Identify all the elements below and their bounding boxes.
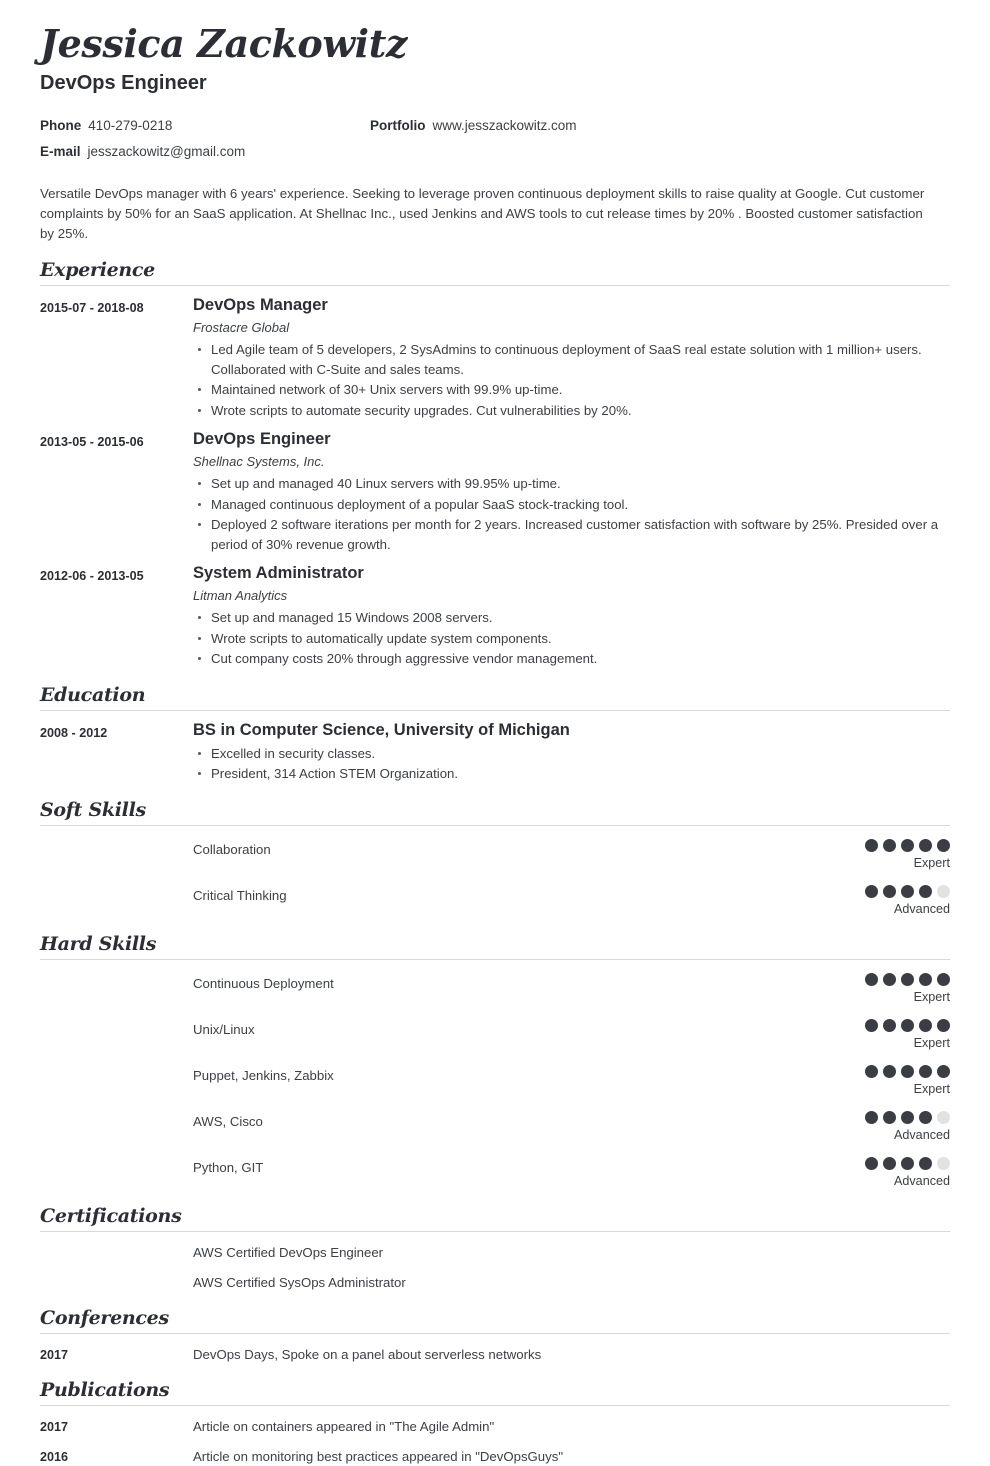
experience-role: System Administrator — [193, 564, 364, 582]
soft-skill-row — [40, 872, 950, 918]
rating-dots — [840, 1111, 950, 1124]
section-experience — [40, 258, 950, 669]
soft-skill-rating — [840, 839, 950, 872]
publication-text: Article on monitoring best practices appeared in "DevOpsGuys" — [193, 1448, 563, 1464]
experience-bullet: Cut company costs 20% through aggressive vendor management. — [193, 649, 950, 669]
rating-dot-filled — [937, 1065, 950, 1078]
education-bullets — [193, 744, 950, 784]
contact-block — [40, 113, 950, 165]
section-title-soft-skills: Soft Skills — [40, 798, 146, 821]
certification-row — [40, 1262, 950, 1292]
rating-dots — [840, 885, 950, 898]
candidate-name: Jessica Zackowitz — [40, 21, 408, 66]
rating-dot-filled — [883, 1111, 896, 1124]
conference-date: 2017 — [40, 1347, 69, 1362]
hard-skill-rating — [840, 1019, 950, 1052]
section-title-experience: Experience — [40, 259, 155, 281]
rating-dot-filled — [901, 885, 914, 898]
rating-dot-filled — [919, 973, 932, 986]
experience-entry — [40, 286, 950, 420]
section-header-conferences — [40, 1306, 950, 1334]
rating-label: Expert — [913, 1081, 950, 1096]
experience-body — [193, 563, 950, 669]
section-soft-skills — [40, 798, 950, 918]
rating-dot-filled — [937, 839, 950, 852]
hard-skill-name: Unix/Linux — [193, 1021, 255, 1037]
experience-bullets — [193, 474, 950, 554]
experience-bullet: Led Agile team of 5 developers, 2 SysAdmins to continuous deployment of SaaS real estate solution with 1 million+ users. Collaborated with C-Suite and sales teams. — [193, 340, 950, 379]
experience-dates: 2013-05 - 2015-06 — [40, 435, 144, 449]
hard-skill-row — [40, 1006, 950, 1052]
rating-dot-filled — [883, 1065, 896, 1078]
rating-dot-empty — [937, 885, 950, 898]
hard-skill-row — [40, 960, 950, 1006]
hard-skill-name: AWS, Cisco — [193, 1113, 263, 1129]
certification-row — [40, 1232, 950, 1262]
conference-row — [40, 1334, 950, 1364]
certification-text: AWS Certified SysOps Administrator — [193, 1274, 406, 1290]
rating-label: Expert — [913, 1035, 950, 1050]
resume-header — [40, 0, 950, 244]
rating-dot-filled — [865, 1157, 878, 1170]
rating-dot-filled — [883, 885, 896, 898]
experience-bullets — [193, 340, 950, 420]
experience-body — [193, 429, 950, 554]
hard-skill-rating — [840, 1065, 950, 1098]
rating-dot-filled — [919, 1157, 932, 1170]
soft-skill-rating — [840, 885, 950, 918]
section-header-publications — [40, 1378, 950, 1406]
hard-skill-row — [40, 1052, 950, 1098]
experience-entry — [40, 554, 950, 669]
hard-skill-rating — [840, 973, 950, 1006]
publication-row — [40, 1436, 950, 1466]
section-header-education — [40, 683, 950, 711]
contact-row-phone-portfolio — [40, 113, 950, 139]
section-conferences — [40, 1306, 950, 1364]
rating-dot-filled — [883, 839, 896, 852]
section-header-certifications — [40, 1204, 950, 1232]
section-title-education: Education — [40, 683, 146, 706]
rating-dots — [840, 1157, 950, 1170]
experience-bullets — [193, 608, 950, 669]
rating-dot-filled — [883, 973, 896, 986]
section-title-publications: Publications — [40, 1378, 170, 1401]
soft-skill-row — [40, 826, 950, 872]
professional-summary: Versatile DevOps manager with 6 years' experience. Seeking to leverage proven continuous deployment skills to raise quality at Google. Cut customer complaints by 50% for an SaaS application. At Shellnac Inc., used Jenkins and AWS tools to cut release times by 20% . Boosted customer satisfaction by 25%. — [40, 186, 925, 241]
section-title-conferences: Conferences — [40, 1306, 169, 1329]
hard-skill-rating — [840, 1157, 950, 1190]
certification-text: AWS Certified DevOps Engineer — [193, 1244, 384, 1260]
experience-company: Shellnac Systems, Inc. — [193, 454, 325, 469]
education-degree: BS in Computer Science, University of Michigan — [193, 720, 570, 739]
hard-skill-name: Python, GIT — [193, 1159, 264, 1175]
portfolio-label: Portfolio — [370, 118, 426, 133]
rating-dot-empty — [937, 1157, 950, 1170]
section-header-soft-skills — [40, 798, 950, 826]
contact-email — [40, 139, 370, 165]
experience-role: DevOps Manager — [193, 296, 328, 314]
candidate-job-title: DevOps Engineer — [40, 72, 207, 94]
education-dates: 2008 - 2012 — [40, 725, 108, 740]
phone-value[interactable]: 410-279-0218 — [88, 118, 173, 133]
hard-skill-row — [40, 1144, 950, 1190]
experience-dates: 2012-06 - 2013-05 — [40, 569, 144, 583]
publication-row — [40, 1406, 950, 1436]
rating-label: Advanced — [893, 901, 950, 916]
email-value[interactable]: jesszackowitz@gmail.com — [87, 144, 246, 159]
experience-bullet: Set up and managed 40 Linux servers with 99.95% up-time. — [193, 474, 950, 494]
experience-bullet: Wrote scripts to automate security upgrades. Cut vulnerabilities by 20%. — [193, 401, 950, 421]
rating-dot-filled — [865, 1111, 878, 1124]
rating-dot-filled — [901, 973, 914, 986]
rating-dot-filled — [919, 885, 932, 898]
hard-skill-name: Puppet, Jenkins, Zabbix — [193, 1067, 334, 1083]
experience-bullet: Managed continuous deployment of a popular SaaS stock-tracking tool. — [193, 495, 950, 515]
experience-bullet: Maintained network of 30+ Unix servers with 99.9% up-time. — [193, 380, 950, 400]
hard-skill-row — [40, 1098, 950, 1144]
publication-date: 2017 — [40, 1419, 69, 1434]
email-label: E-mail — [40, 144, 81, 159]
education-body — [193, 720, 950, 784]
rating-dot-filled — [919, 1111, 932, 1124]
experience-bullet: Wrote scripts to automatically update system components. — [193, 629, 950, 649]
hard-skill-rating — [840, 1111, 950, 1144]
section-certifications — [40, 1204, 950, 1292]
rating-dots — [840, 839, 950, 852]
soft-skill-name: Critical Thinking — [193, 887, 287, 903]
rating-dot-filled — [919, 1065, 932, 1078]
rating-dots — [840, 1065, 950, 1078]
contact-phone — [40, 113, 370, 139]
rating-dot-filled — [919, 839, 932, 852]
experience-body — [193, 295, 950, 420]
publication-text: Article on containers appeared in "The Agile Admin" — [193, 1418, 495, 1434]
rating-dot-filled — [919, 1019, 932, 1032]
rating-dot-filled — [865, 839, 878, 852]
rating-dots — [840, 1019, 950, 1032]
contact-row-email — [40, 139, 950, 165]
contact-portfolio — [370, 113, 577, 139]
experience-role: DevOps Engineer — [193, 430, 331, 448]
rating-dot-filled — [865, 1019, 878, 1032]
rating-label: Advanced — [893, 1127, 950, 1142]
rating-dot-filled — [901, 1157, 914, 1170]
experience-bullet: Deployed 2 software iterations per month for 2 years. Increased customer satisfaction with software by 25%. Presided over a period of 30% revenue growth. — [193, 515, 950, 554]
rating-dot-filled — [883, 1019, 896, 1032]
education-bullet: President, 314 Action STEM Organization. — [193, 764, 950, 784]
experience-dates: 2015-07 - 2018-08 — [40, 301, 144, 315]
hard-skill-name: Continuous Deployment — [193, 975, 334, 991]
rating-label: Expert — [913, 855, 950, 870]
experience-bullet: Set up and managed 15 Windows 2008 servers. — [193, 608, 950, 628]
section-header-experience — [40, 258, 950, 286]
section-hard-skills — [40, 932, 950, 1190]
experience-company: Litman Analytics — [193, 588, 288, 603]
rating-dot-filled — [883, 1157, 896, 1170]
education-bullet: Excelled in security classes. — [193, 744, 950, 764]
rating-dot-filled — [937, 1019, 950, 1032]
rating-dot-filled — [901, 839, 914, 852]
section-title-hard-skills: Hard Skills — [40, 932, 157, 955]
rating-dot-empty — [937, 1111, 950, 1124]
section-publications — [40, 1378, 950, 1466]
rating-dots — [840, 973, 950, 986]
rating-dot-filled — [901, 1111, 914, 1124]
rating-dot-filled — [865, 1065, 878, 1078]
education-entry — [40, 711, 950, 784]
section-header-hard-skills — [40, 932, 950, 960]
rating-dot-filled — [901, 1019, 914, 1032]
rating-label: Expert — [913, 989, 950, 1004]
experience-entry — [40, 420, 950, 554]
section-title-certifications: Certifications — [40, 1204, 182, 1227]
conference-text: DevOps Days, Spoke on a panel about serverless networks — [193, 1346, 542, 1362]
rating-label: Advanced — [893, 1173, 950, 1188]
rating-dot-filled — [865, 885, 878, 898]
section-education — [40, 683, 950, 784]
rating-dot-filled — [865, 973, 878, 986]
publication-date: 2016 — [40, 1449, 69, 1464]
portfolio-value[interactable]: www.jesszackowitz.com — [432, 118, 577, 133]
rating-dot-filled — [937, 973, 950, 986]
rating-dot-filled — [901, 1065, 914, 1078]
soft-skill-name: Collaboration — [193, 841, 271, 857]
phone-label: Phone — [40, 118, 82, 133]
experience-company: Frostacre Global — [193, 320, 290, 335]
